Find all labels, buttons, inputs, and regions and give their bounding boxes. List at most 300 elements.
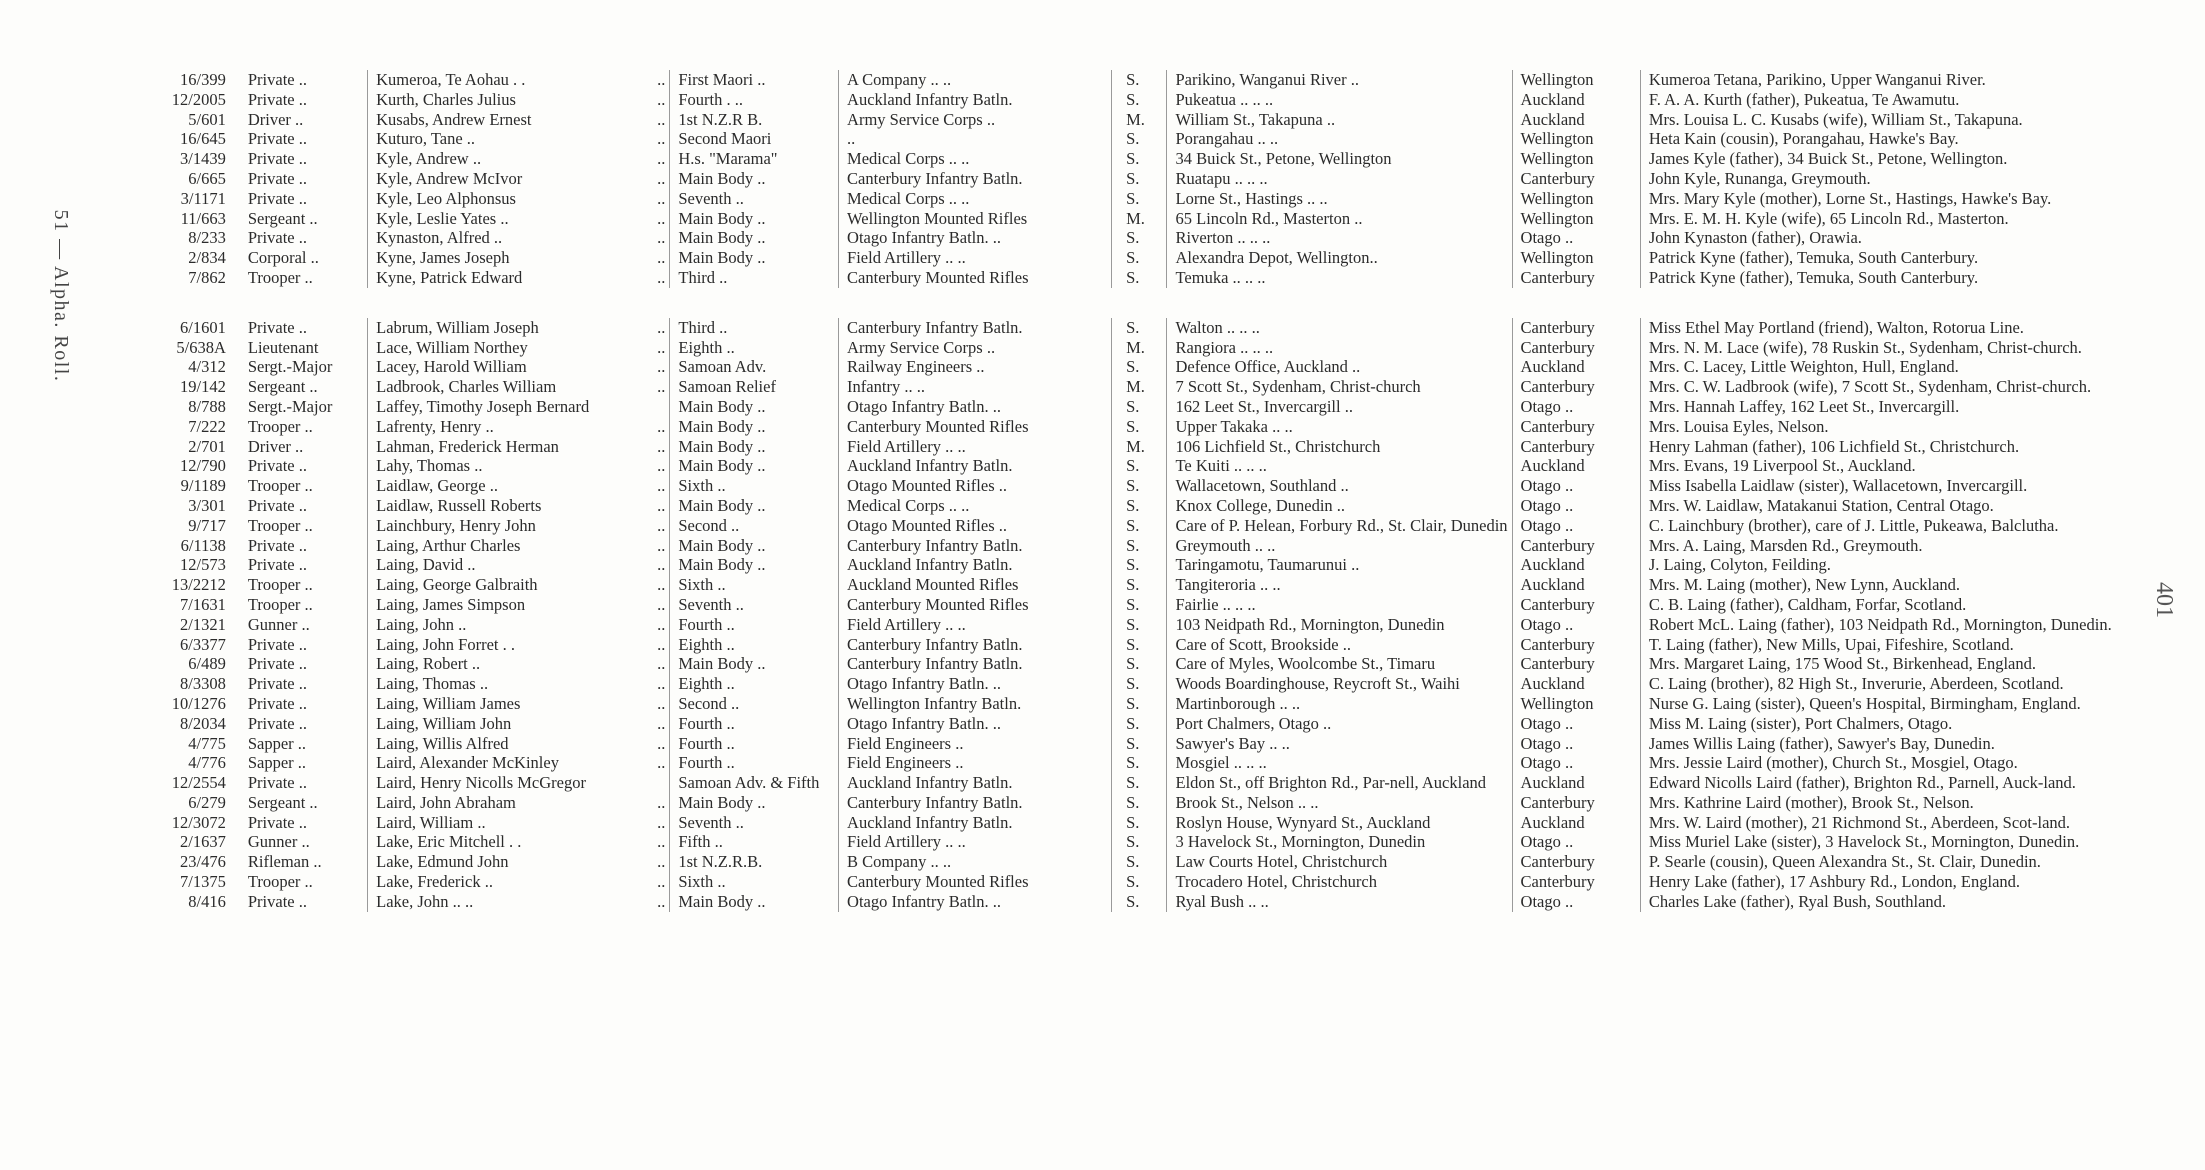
name xyxy=(368,149,670,169)
rank: Private .. xyxy=(247,70,307,89)
leader-dots: .. xyxy=(657,70,666,89)
name-text: Kyle, Leslie Yates .. xyxy=(376,208,509,228)
district: Otago .. xyxy=(1512,516,1640,536)
name xyxy=(368,872,670,892)
draft: 1st N.Z.R.B. xyxy=(670,852,839,872)
name xyxy=(368,753,670,773)
unit: Infantry .. .. xyxy=(839,377,1112,397)
draft: Main Body .. xyxy=(670,248,839,268)
unit: Canterbury Infantry Batln. xyxy=(839,169,1112,189)
district: Canterbury xyxy=(1512,338,1640,358)
district: Canterbury xyxy=(1512,169,1640,189)
rank: Private .. xyxy=(247,168,307,188)
district: Canterbury xyxy=(1512,377,1640,397)
last-address: 103 Neidpath Rd., Mornington, Dunedin xyxy=(1167,615,1512,635)
rank: Private .. xyxy=(247,773,307,793)
name-text: Laidlaw, Russell Roberts xyxy=(376,495,542,515)
name xyxy=(368,852,670,872)
draft: Sixth .. xyxy=(670,476,839,496)
regimental-number: 7/1375 xyxy=(180,872,226,892)
draft: Main Body .. xyxy=(670,456,839,476)
draft: Second Maori xyxy=(670,129,839,149)
next-of-kin: Mrs. W. Laidlaw, Matakanui Station, Central Otago. xyxy=(1640,496,2205,516)
next-of-kin: P. Searle (cousin), Queen Alexandra St., St. Clair, Dunedin. xyxy=(1640,852,2205,872)
draft: Seventh .. xyxy=(670,813,839,833)
name-text: Lahy, Thomas .. xyxy=(376,456,483,476)
district: Canterbury xyxy=(1512,595,1640,615)
last-address: Sawyer's Bay .. .. xyxy=(1167,734,1512,754)
marital-status: S. xyxy=(1112,872,1167,892)
leader-dots: .. xyxy=(657,515,666,535)
district: Otago .. xyxy=(1512,832,1640,852)
name xyxy=(368,377,670,397)
name xyxy=(368,268,670,288)
roll-entry xyxy=(110,536,2205,556)
unit: Field Engineers .. xyxy=(839,753,1112,773)
name xyxy=(368,832,670,852)
leader-dots: .. xyxy=(657,891,666,911)
rank: Trooper .. xyxy=(247,416,313,436)
name-text: Laird, John Abraham xyxy=(376,792,516,812)
next-of-kin: Mrs. C. Lacey, Little Weighton, Hull, England. xyxy=(1640,357,2205,377)
district: Auckland xyxy=(1512,456,1640,476)
rank: Private .. xyxy=(247,456,307,476)
draft: Fifth .. xyxy=(670,832,839,852)
leader-dots: .. xyxy=(657,555,666,575)
regimental-number: 4/776 xyxy=(188,753,226,773)
district: Otago .. xyxy=(1512,615,1640,635)
rank: Driver .. xyxy=(247,109,304,129)
marital-status: S. xyxy=(1112,714,1167,734)
roll-entry xyxy=(110,318,2205,338)
leader-dots: .. xyxy=(657,852,666,872)
draft: Main Body .. xyxy=(670,437,839,457)
next-of-kin: Nurse G. Laing (sister), Queen's Hospital, Birmingham, England. xyxy=(1640,694,2205,714)
next-of-kin: J. Laing, Colyton, Feilding. xyxy=(1640,555,2205,575)
leader-dots: .. xyxy=(657,267,666,287)
unit: Field Artillery .. .. xyxy=(839,832,1112,852)
district: Wellington xyxy=(1512,209,1640,229)
unit: Canterbury Infantry Batln. xyxy=(839,793,1112,813)
name xyxy=(368,635,670,655)
next-of-kin: Mrs. C. W. Ladbrook (wife), 7 Scott St., Sydenham, Christ-church. xyxy=(1640,377,2205,397)
marital-status: S. xyxy=(1112,357,1167,377)
name xyxy=(368,338,670,358)
district: Otago .. xyxy=(1512,228,1640,248)
marital-status: S. xyxy=(1112,536,1167,556)
draft: Sixth .. xyxy=(670,872,839,892)
leader-dots: .. xyxy=(657,149,666,169)
name xyxy=(368,595,670,615)
rank: Private .. xyxy=(247,674,307,694)
marital-status: S. xyxy=(1112,70,1167,90)
draft: Fourth . .. xyxy=(670,90,839,110)
leader-dots: .. xyxy=(657,713,666,733)
roll-entry xyxy=(110,189,2205,209)
last-address: 3 Havelock St., Mornington, Dunedin xyxy=(1167,832,1512,852)
roll-entry xyxy=(110,268,2205,288)
roll-entry xyxy=(110,338,2205,358)
roll-entry xyxy=(110,813,2205,833)
draft: Main Body .. xyxy=(670,892,839,912)
roll-entry xyxy=(110,437,2205,457)
draft: Main Body .. xyxy=(670,654,839,674)
name xyxy=(368,228,670,248)
name-text: Kuturo, Tane .. xyxy=(376,129,476,149)
regimental-number: 6/1601 xyxy=(180,317,226,337)
regimental-number: 6/279 xyxy=(188,792,226,812)
next-of-kin: C. Lainchbury (brother), care of J. Little, Pukeawa, Balclutha. xyxy=(1640,516,2205,536)
marital-status: S. xyxy=(1112,248,1167,268)
district: Auckland xyxy=(1512,813,1640,833)
last-address: Tangiteroria .. .. xyxy=(1167,575,1512,595)
roll-entry xyxy=(110,872,2205,892)
regimental-number: 13/2212 xyxy=(171,575,226,595)
rank: Private .. xyxy=(247,654,307,674)
regimental-number: 16/645 xyxy=(180,129,226,149)
name-text: Laffey, Timothy Joseph Bernard xyxy=(376,396,590,416)
unit: Canterbury Mounted Rifles xyxy=(839,417,1112,437)
marital-status: S. xyxy=(1112,129,1167,149)
district: Wellington xyxy=(1512,189,1640,209)
draft: First Maori .. xyxy=(670,70,839,90)
regimental-number: 2/1637 xyxy=(180,832,226,852)
unit: Auckland Mounted Rifles xyxy=(839,575,1112,595)
marital-status: S. xyxy=(1112,189,1167,209)
district: Auckland xyxy=(1512,773,1640,793)
roll-entry xyxy=(110,694,2205,714)
name-text: Laing, George Galbraith xyxy=(376,575,538,595)
rank: Trooper .. xyxy=(247,515,313,535)
leader-dots: .. xyxy=(657,872,666,892)
name xyxy=(368,476,670,496)
regimental-number: 12/3072 xyxy=(171,812,226,832)
name xyxy=(368,437,670,457)
leader-dots: .. xyxy=(657,208,666,228)
last-address: Riverton .. .. .. xyxy=(1167,228,1512,248)
name-text: Laing, William James xyxy=(376,693,521,713)
marital-status: S. xyxy=(1112,476,1167,496)
marital-status: S. xyxy=(1112,555,1167,575)
roll-entry xyxy=(110,793,2205,813)
leader-dots: .. xyxy=(657,594,666,614)
next-of-kin: John Kyle, Runanga, Greymouth. xyxy=(1640,169,2205,189)
name-text: Lace, William Northey xyxy=(376,337,528,357)
unit: Field Artillery .. .. xyxy=(839,437,1112,457)
rank: Sergeant .. xyxy=(247,792,318,812)
rank: Gunner .. xyxy=(247,832,310,852)
roll-entry xyxy=(110,595,2205,615)
last-address: Walton .. .. .. xyxy=(1167,318,1512,338)
draft: Samoan Relief xyxy=(670,377,839,397)
name-text: Lainchbury, Henry John xyxy=(376,515,536,535)
name xyxy=(368,248,670,268)
leader-dots: .. xyxy=(657,228,666,248)
regimental-number: 12/2554 xyxy=(171,773,226,793)
draft: Seventh .. xyxy=(670,595,839,615)
name xyxy=(368,536,670,556)
marital-status: S. xyxy=(1112,773,1167,793)
unit: Canterbury Mounted Rifles xyxy=(839,268,1112,288)
last-address: Ryal Bush .. .. xyxy=(1167,892,1512,912)
draft: Fourth .. xyxy=(670,714,839,734)
unit: Auckland Infantry Batln. xyxy=(839,773,1112,793)
district: Canterbury xyxy=(1512,318,1640,338)
leader-dots: .. xyxy=(657,317,666,337)
marital-status: M. xyxy=(1112,338,1167,358)
roll-entry xyxy=(110,476,2205,496)
draft: Main Body .. xyxy=(670,793,839,813)
name-text: Laing, John Forret . . xyxy=(376,634,515,654)
roll-entry xyxy=(110,248,2205,268)
rank: Sapper .. xyxy=(247,753,307,773)
regimental-number: 2/701 xyxy=(188,436,226,456)
marital-status: S. xyxy=(1112,852,1167,872)
unit: Auckland Infantry Batln. xyxy=(839,555,1112,575)
last-address: Te Kuiti .. .. .. xyxy=(1167,456,1512,476)
draft: Samoan Adv. xyxy=(670,357,839,377)
unit: Field Engineers .. xyxy=(839,734,1112,754)
next-of-kin: Miss Isabella Laidlaw (sister), Wallacetown, Invercargill. xyxy=(1640,476,2205,496)
regimental-number: 8/3308 xyxy=(180,674,226,694)
name xyxy=(368,189,670,209)
roll-entry xyxy=(110,674,2205,694)
district: Otago .. xyxy=(1512,714,1640,734)
district: Canterbury xyxy=(1512,852,1640,872)
next-of-kin: Mrs. Louisa Eyles, Nelson. xyxy=(1640,417,2205,437)
name-text: Kyne, Patrick Edward xyxy=(376,267,523,287)
leader-dots: .. xyxy=(657,129,666,149)
name-text: Kyle, Leo Alphonsus xyxy=(376,188,516,208)
district: Wellington xyxy=(1512,70,1640,90)
name-text: Lake, John .. .. xyxy=(376,891,474,911)
district: Canterbury xyxy=(1512,654,1640,674)
rank: Private .. xyxy=(247,495,307,515)
next-of-kin: Robert McL. Laing (father), 103 Neidpath Rd., Mornington, Dunedin. xyxy=(1640,615,2205,635)
draft: Eighth .. xyxy=(670,338,839,358)
marital-status: S. xyxy=(1112,169,1167,189)
next-of-kin: James Willis Laing (father), Sawyer's Bay, Dunedin. xyxy=(1640,734,2205,754)
district: Auckland xyxy=(1512,357,1640,377)
name xyxy=(368,496,670,516)
name-text: Laing, Robert .. xyxy=(376,654,481,674)
draft: H.s. "Marama" xyxy=(670,149,839,169)
roll-entry xyxy=(110,555,2205,575)
next-of-kin: Kumeroa Tetana, Parikino, Upper Wanganui River. xyxy=(1640,70,2205,90)
rank: Private .. xyxy=(247,634,307,654)
leader-dots: .. xyxy=(657,535,666,555)
name-text: Lake, Edmund John xyxy=(376,852,509,872)
name xyxy=(368,892,670,912)
leader-dots: .. xyxy=(657,188,666,208)
name-text: Laing, Thomas .. xyxy=(376,674,489,694)
unit: Otago Infantry Batln. .. xyxy=(839,228,1112,248)
regimental-number: 3/301 xyxy=(188,495,226,515)
district: Otago .. xyxy=(1512,496,1640,516)
name xyxy=(368,169,670,189)
next-of-kin: Patrick Kyne (father), Temuka, South Canterbury. xyxy=(1640,268,2205,288)
name-text: Kynaston, Alfred .. xyxy=(376,228,503,248)
name-text: Kyle, Andrew .. xyxy=(376,149,482,169)
marital-status: M. xyxy=(1112,437,1167,457)
unit: Auckland Infantry Batln. xyxy=(839,456,1112,476)
name-text: Laird, Alexander McKinley xyxy=(376,753,559,773)
draft: Main Body .. xyxy=(670,209,839,229)
roll-entry xyxy=(110,832,2205,852)
last-address: Roslyn House, Wynyard St., Auckland xyxy=(1167,813,1512,833)
district: Canterbury xyxy=(1512,268,1640,288)
last-address: Lorne St., Hastings .. .. xyxy=(1167,189,1512,209)
nominal-roll-table xyxy=(110,70,2205,912)
regimental-number: 6/3377 xyxy=(180,634,226,654)
last-address: Taringamotu, Taumarunui .. xyxy=(1167,555,1512,575)
leader-dots: .. xyxy=(657,416,666,436)
next-of-kin: Mrs. Louisa L. C. Kusabs (wife), William St., Takapuna. xyxy=(1640,110,2205,130)
last-address: Alexandra Depot, Wellington.. xyxy=(1167,248,1512,268)
marital-status: S. xyxy=(1112,417,1167,437)
rank: Private .. xyxy=(247,89,307,109)
leader-dots: .. xyxy=(657,89,666,109)
roll-entry xyxy=(110,129,2205,149)
leader-dots: .. xyxy=(657,495,666,515)
leader-dots: .. xyxy=(657,832,666,852)
roll-entry xyxy=(110,377,2205,397)
draft: Main Body .. xyxy=(670,228,839,248)
leader-dots: .. xyxy=(657,476,666,496)
district: Wellington xyxy=(1512,149,1640,169)
name xyxy=(368,318,670,338)
leader-dots: .. xyxy=(657,693,666,713)
name-text: Kurth, Charles Julius xyxy=(376,89,516,109)
next-of-kin: Mrs. A. Laing, Marsden Rd., Greymouth. xyxy=(1640,536,2205,556)
rank: Private .. xyxy=(247,317,307,337)
name xyxy=(368,516,670,536)
unit: A Company .. .. xyxy=(839,70,1112,90)
district: Otago .. xyxy=(1512,734,1640,754)
roll-entry xyxy=(110,209,2205,229)
page-number: 401 xyxy=(2151,582,2177,618)
side-caption: 51 — Alpha. Roll. xyxy=(50,209,72,383)
marital-status: S. xyxy=(1112,813,1167,833)
leader-dots: .. xyxy=(657,614,666,634)
leader-dots: .. xyxy=(657,812,666,832)
district: Canterbury xyxy=(1512,417,1640,437)
name-text: Laing, John .. xyxy=(376,614,467,634)
rank: Private .. xyxy=(247,693,307,713)
unit: Otago Mounted Rifles .. xyxy=(839,516,1112,536)
marital-status: S. xyxy=(1112,832,1167,852)
name-text: Laidlaw, George .. xyxy=(376,476,498,496)
district: Auckland xyxy=(1512,674,1640,694)
rank: Corporal .. xyxy=(247,248,319,268)
regimental-number: 2/1321 xyxy=(180,614,226,634)
name xyxy=(368,417,670,437)
district: Canterbury xyxy=(1512,536,1640,556)
roll-entry xyxy=(110,852,2205,872)
district: Auckland xyxy=(1512,555,1640,575)
district: Wellington xyxy=(1512,248,1640,268)
draft: Second .. xyxy=(670,694,839,714)
rank: Sergt.-Major xyxy=(247,357,333,377)
district: Otago .. xyxy=(1512,397,1640,417)
last-address: 7 Scott St., Sydenham, Christ-church xyxy=(1167,377,1512,397)
name-text: Kyne, James Joseph xyxy=(376,248,510,268)
name-text: Lafrenty, Henry .. xyxy=(376,416,494,436)
unit: Medical Corps .. .. xyxy=(839,189,1112,209)
rank: Trooper .. xyxy=(247,872,313,892)
last-address: Care of Myles, Woolcombe St., Timaru xyxy=(1167,654,1512,674)
roll-entry xyxy=(110,417,2205,437)
draft: Eighth .. xyxy=(670,635,839,655)
name xyxy=(368,209,670,229)
leader-dots: .. xyxy=(657,248,666,268)
unit: Otago Infantry Batln. .. xyxy=(839,674,1112,694)
marital-status: S. xyxy=(1112,575,1167,595)
unit: Army Service Corps .. xyxy=(839,110,1112,130)
marital-status: S. xyxy=(1112,268,1167,288)
unit: Canterbury Infantry Batln. xyxy=(839,635,1112,655)
name-text: Kumeroa, Te Aohau . . xyxy=(376,70,526,89)
name-text: Lake, Eric Mitchell . . xyxy=(376,832,522,852)
name xyxy=(368,575,670,595)
roll-entry xyxy=(110,496,2205,516)
last-address: 162 Leet St., Invercargill .. xyxy=(1167,397,1512,417)
marital-status: S. xyxy=(1112,694,1167,714)
next-of-kin: T. Laing (father), New Mills, Upai, Fifeshire, Scotland. xyxy=(1640,635,2205,655)
marital-status: M. xyxy=(1112,110,1167,130)
roll-entry xyxy=(110,892,2205,912)
name-text: Laing, Arthur Charles xyxy=(376,535,521,555)
district: Canterbury xyxy=(1512,793,1640,813)
marital-status: S. xyxy=(1112,595,1167,615)
unit: Wellington Infantry Batln. xyxy=(839,694,1112,714)
unit: Medical Corps .. .. xyxy=(839,496,1112,516)
marital-status: S. xyxy=(1112,516,1167,536)
next-of-kin: Mrs. Mary Kyle (mother), Lorne St., Hastings, Hawke's Bay. xyxy=(1640,189,2205,209)
name xyxy=(368,615,670,635)
rank: Private .. xyxy=(247,713,307,733)
regimental-number: 5/638A xyxy=(176,337,226,357)
unit: Otago Mounted Rifles .. xyxy=(839,476,1112,496)
district: Auckland xyxy=(1512,90,1640,110)
last-address: Ruatapu .. .. .. xyxy=(1167,169,1512,189)
marital-status: S. xyxy=(1112,635,1167,655)
next-of-kin: Charles Lake (father), Ryal Bush, Southland. xyxy=(1640,892,2205,912)
name-text: Labrum, William Joseph xyxy=(376,317,539,337)
last-address: Law Courts Hotel, Christchurch xyxy=(1167,852,1512,872)
rank: Sergeant .. xyxy=(247,208,318,228)
rank: Trooper .. xyxy=(247,476,313,496)
last-address: Greymouth .. .. xyxy=(1167,536,1512,556)
last-address: Port Chalmers, Otago .. xyxy=(1167,714,1512,734)
leader-dots: .. xyxy=(657,436,666,456)
regimental-number: 6/665 xyxy=(188,168,226,188)
unit: .. xyxy=(839,129,1112,149)
name xyxy=(368,456,670,476)
draft: Main Body .. xyxy=(670,169,839,189)
regimental-number: 7/1631 xyxy=(180,594,226,614)
unit: Otago Infantry Batln. .. xyxy=(839,892,1112,912)
district: Canterbury xyxy=(1512,437,1640,457)
leader-dots: .. xyxy=(657,733,666,753)
next-of-kin: Henry Lake (father), 17 Ashbury Rd., London, England. xyxy=(1640,872,2205,892)
last-address: Temuka .. .. .. xyxy=(1167,268,1512,288)
draft: Third .. xyxy=(670,268,839,288)
rank: Private .. xyxy=(247,812,307,832)
leader-dots: .. xyxy=(657,456,666,476)
regimental-number: 9/717 xyxy=(188,515,226,535)
regimental-number: 3/1171 xyxy=(180,188,226,208)
